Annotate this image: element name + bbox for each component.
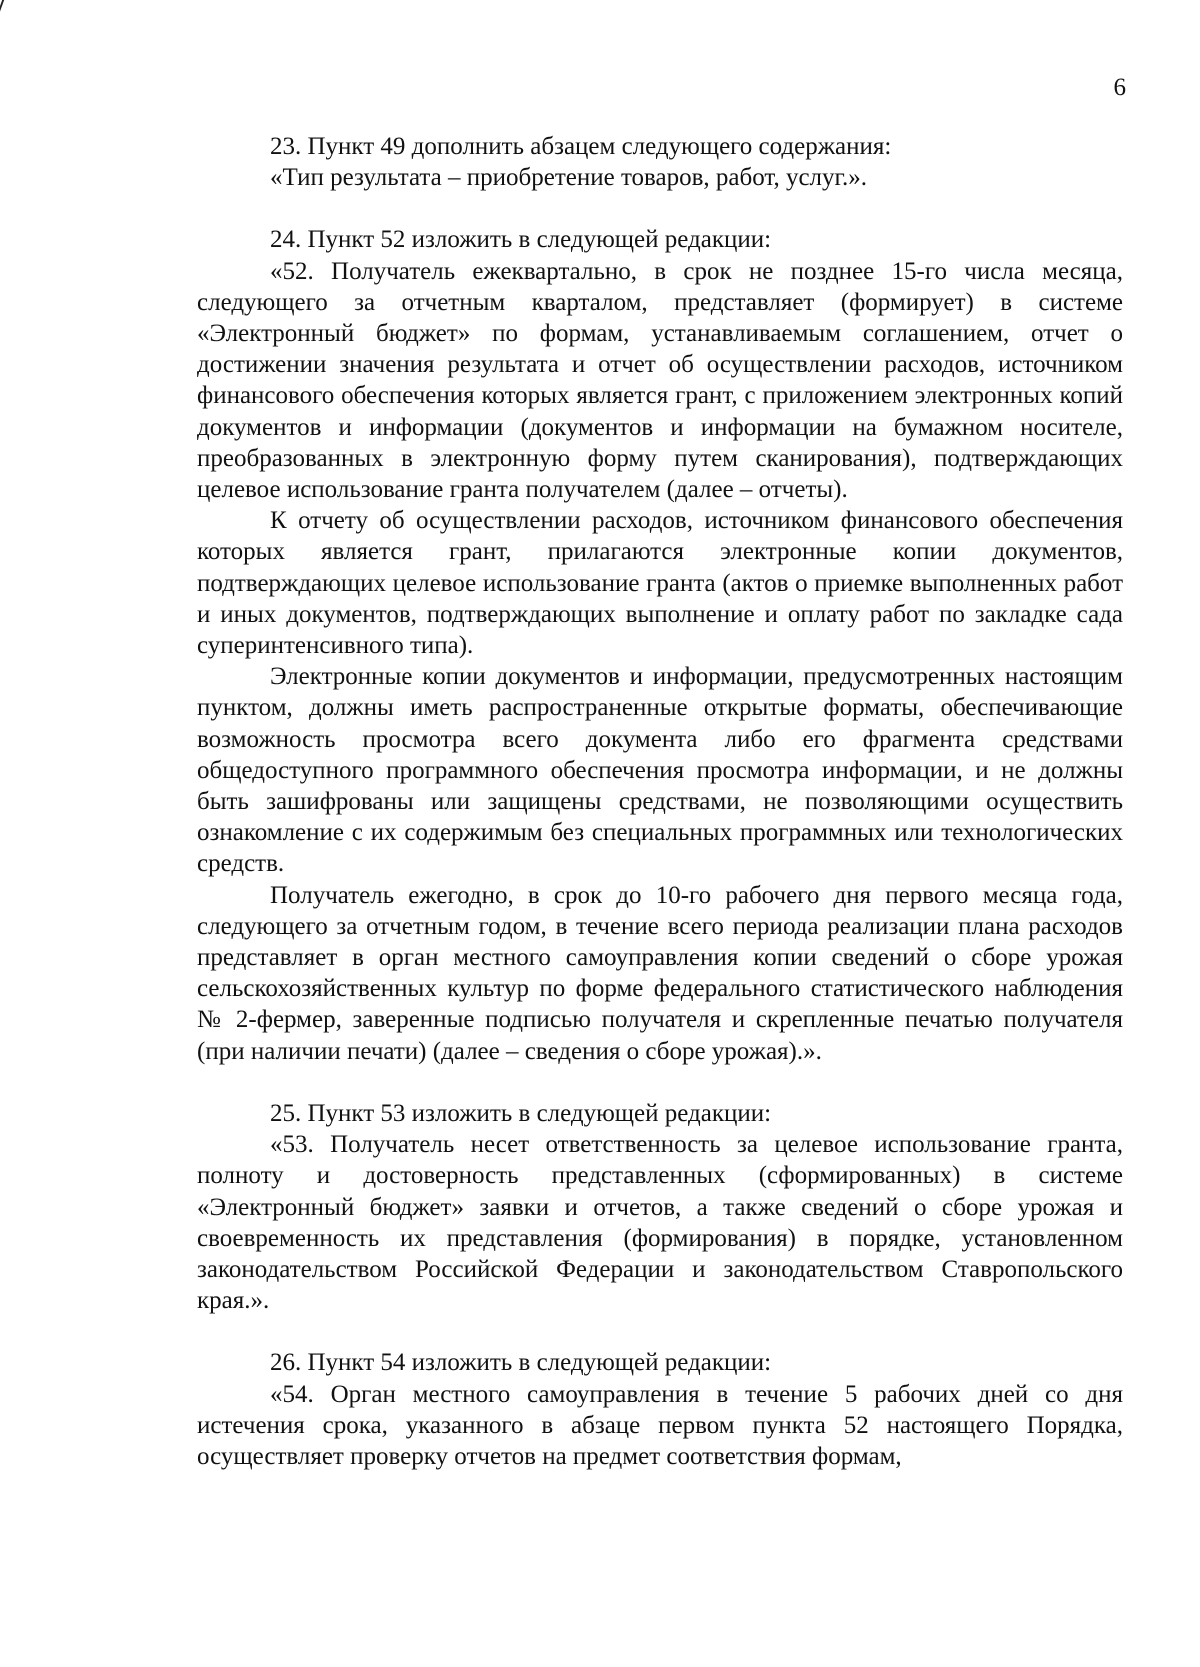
item-23: [197, 131, 1123, 193]
section-spacer: [197, 193, 1123, 224]
item-24: [197, 224, 1123, 1066]
item-24-heading: 24. Пункт 52 изложить в следующей редакции:: [270, 226, 772, 254]
item-24-paragraph-4: Получатель ежегодно, в срок до 10-го рабочего дня первого месяца года, следующего за отчетным годом, в течение всего периода реализации плана расходов представляет в орган местного самоуправления копии сведений о сборе урожая сельскохозяйственных культур по форме федерального статистического наблюдения № 2-фермер, заверенные подписью получателя и скрепленные печатью получателя (при наличии печати) (далее – сведения о сборе урожая).».: [197, 881, 1123, 1065]
item-24-paragraph-2: К отчету об осуществлении расходов, источником финансового обеспечения которых является грант, прилагаются электронные копии документов, подтверждающих целевое использование гранта (актов о приемке выполненных работ и иных документов, подтверждающих выполнение и оплату работ по закладке сада суперинтенсивного типа).: [197, 507, 1123, 660]
item-26-heading: 26. Пункт 54 изложить в следующей редакции:: [270, 1349, 772, 1377]
item-23-paragraph-1: «Тип результата – приобретение товаров, работ, услуг.».: [270, 164, 867, 192]
document-body: [197, 131, 1123, 1472]
item-25-heading: 25. Пункт 53 изложить в следующей редакции:: [270, 1099, 772, 1127]
section-spacer: [197, 1067, 1123, 1098]
item-24-paragraph-3: Электронные копии документов и информации, предусмотренных настоящим пунктом, должны иметь распространенные открытые форматы, обеспечивающие возможность просмотра всего документа либо его фрагмента средствами общедоступного программного обеспечения просмотра информации, и не должны быть зашифрованы или защищены средствами, не позволяющими осуществить ознакомление с их содержимым без специальных программных или технологических средств.: [197, 663, 1123, 878]
item-26: [197, 1347, 1123, 1472]
item-23-heading: 23. Пункт 49 дополнить абзацем следующего содержания:: [270, 133, 892, 160]
page-number: 6: [1113, 74, 1126, 101]
item-25: [197, 1098, 1123, 1316]
item-26-paragraph-1: «54. Орган местного самоуправления в течение 5 рабочих дней со дня истечения срока, указанного в абзаце первом пункта 52 настоящего Порядка, осуществляет проверку отчетов на предмет соответствия формам,: [197, 1380, 1123, 1470]
scan-corner-mark: [0, 0, 9, 12]
section-spacer: [197, 1316, 1123, 1347]
item-25-paragraph-1: «53. Получатель несет ответственность за целевое использование гранта, полноту и достоверность представленных (сформированных) в системе «Электронный бюджет» заявки и отчетов, а также сведений о сборе урожая и своевременность их представления (формирования) в порядке, установленном законодательством Российской Федерации и законодательством Ставропольского края.».: [197, 1131, 1123, 1315]
item-24-paragraph-1: «52. Получатель ежеквартально, в срок не позднее 15-го числа месяца, следующего за отчетным кварталом, представляет (формирует) в системе «Электронный бюджет» по формам, устанавливаемым соглашением, отчет о достижении значения результата и отчет об осуществлении расходов, источником финансового обеспечения которых является грант, с приложением электронных копий документов и информации (документов и информации на бумажном носителе, преобразованных в электронную форму путем сканирования), подтверждающих целевое использование гранта получателем (далее – отчеты).: [197, 257, 1123, 504]
